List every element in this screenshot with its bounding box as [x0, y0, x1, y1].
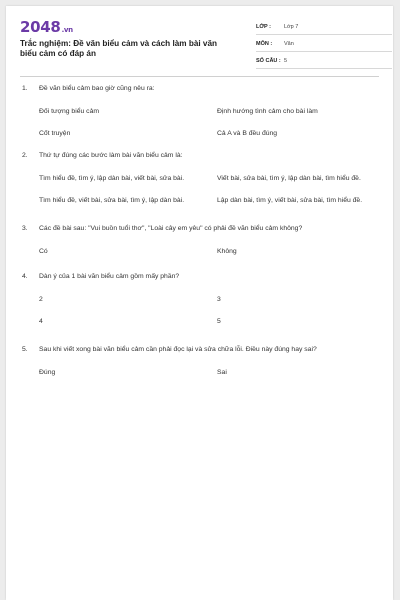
answer-option[interactable]: Tìm hiểu đề, tìm ý, lập dàn bài, viết bài, sửa bài. [39, 175, 185, 182]
question-text: Đề văn biểu cảm bao giờ cũng nêu ra: [39, 85, 155, 92]
question-text: Dàn ý của 1 bài văn biểu cảm gồm mấy phần? [39, 273, 180, 280]
answer-option[interactable]: Tìm hiểu đề, viết bài, sửa bài, tìm ý, lập dàn bài. [39, 197, 185, 204]
answer-option[interactable]: Viết bài, sửa bài, tìm ý, lập dàn bài, tìm hiểu đề. [217, 175, 361, 182]
answer-option[interactable]: Cốt truyện [39, 130, 71, 137]
worksheet-page [6, 6, 393, 600]
question-5 [22, 345, 382, 385]
meta-row-class [256, 20, 392, 35]
logo-text: 2048 [20, 18, 61, 36]
answer-option[interactable]: 4 [39, 318, 43, 325]
logo-suffix: .vn [61, 26, 73, 34]
answer-option[interactable]: Sai [217, 369, 227, 376]
question-stem [22, 272, 382, 281]
question-stem [22, 84, 382, 93]
meta-label: MÔN : [256, 41, 273, 47]
answer-option[interactable]: Không [217, 248, 237, 255]
answer-option[interactable]: Lập dàn bài, tìm ý, viết bài, sửa bài, tìm hiểu đề. [217, 197, 363, 204]
meta-value: Văn [284, 41, 294, 47]
answer-option[interactable]: Đối tượng biểu cảm [39, 108, 100, 115]
question-stem [22, 224, 382, 233]
site-logo[interactable] [20, 18, 73, 36]
question-text: Sau khi viết xong bài văn biểu cảm cần phải đọc lại và sửa chữa lỗi. Điều này đúng hay sai? [39, 346, 317, 353]
meta-row-count [256, 54, 392, 69]
meta-value: 5 [284, 58, 288, 64]
question-4 [22, 272, 382, 332]
answer-option[interactable]: Đúng [39, 369, 56, 376]
answer-option[interactable]: 2 [39, 296, 43, 303]
question-text: Các đề bài sau: "Vui buồn tuổi thơ", "Loài cây em yêu" có phải đề văn biểu cảm không? [39, 225, 303, 232]
question-1 [22, 84, 382, 144]
question-number: 5. [22, 346, 28, 353]
header-divider [20, 76, 379, 77]
question-number: 1. [22, 85, 28, 92]
question-number: 2. [22, 152, 28, 159]
answer-option[interactable]: Có [39, 248, 48, 255]
question-text: Thứ tự đúng các bước làm bài văn biểu cảm là: [39, 152, 183, 159]
meta-label: SỐ CÂU : [256, 58, 281, 64]
meta-value: Lớp 7 [284, 24, 299, 30]
question-number: 3. [22, 225, 28, 232]
question-stem [22, 345, 382, 354]
answer-option[interactable]: Định hướng tình cảm cho bài làm [217, 108, 318, 115]
answer-option[interactable]: 5 [217, 318, 221, 325]
worksheet-meta [256, 20, 392, 71]
question-number: 4. [22, 273, 28, 280]
question-2 [22, 151, 382, 211]
worksheet-header [20, 16, 379, 72]
worksheet-title: Trắc nghiệm: Đề văn biểu cảm và cách làm bài văn biểu cảm có đáp án [20, 39, 218, 58]
question-stem [22, 151, 382, 160]
meta-row-subject [256, 37, 392, 52]
answer-option[interactable]: Cả A và B đều đúng [217, 130, 278, 137]
meta-label: LỚP : [256, 24, 271, 30]
answer-option[interactable]: 3 [217, 296, 221, 303]
question-3 [22, 224, 382, 264]
